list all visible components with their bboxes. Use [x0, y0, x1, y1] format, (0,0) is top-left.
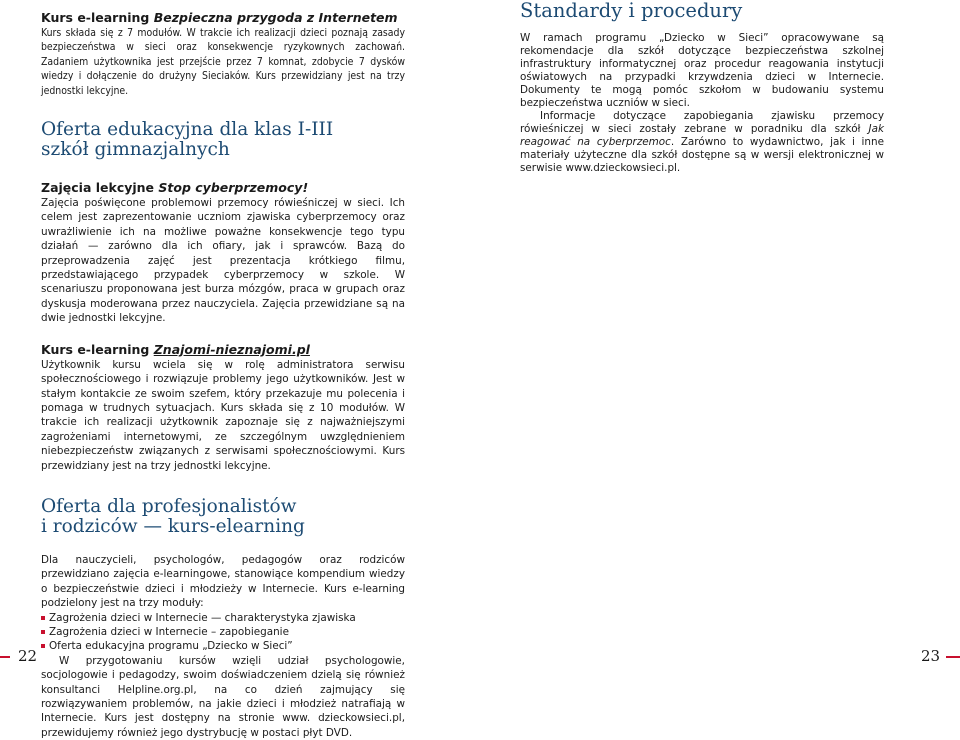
intro-course-section — [41, 10, 405, 98]
right-page — [520, 0, 884, 175]
page-number-right: 23 — [921, 647, 941, 665]
section-gimnazjum-title-line2: szkół gimnazjalnych — [41, 139, 230, 161]
page-number-left: 22 — [18, 647, 38, 665]
section-profesjonalisci-title-line2: i rodziców — kurs-elearning — [41, 515, 305, 537]
list-item: Zagrożenia dzieci w Internecie — charakterystyka zjawiska — [41, 611, 405, 625]
standards-paragraph-2: Informacje dotyczące zapobiegania zjawisku przemocy rówieśniczej w sieci zostały zebrane w poradniku dla szkół Jak reagować na cyberprzemoc. Zarówno to wydawnictwo, jak i inne materiały użyteczne dla szkół dostępne są w wersji elektronicznej w serwisie www.dzieckowsieci.pl. — [520, 110, 884, 174]
footer-accent-line-right — [946, 656, 960, 658]
footer-accent-line-left — [0, 656, 10, 658]
standards-title: Standardy i procedury — [520, 0, 743, 22]
section-profesjonalisci-title-line1: Oferta dla profesjonalistów — [41, 495, 297, 517]
stop-cyberprzemocy-text: Zajęcia poświęcone problemowi przemocy rówieśniczej w sieci. Ich celem jest zaprezentowanie uczniom zjawiska cyberprzemocy oraz uwrażliwienie ich na możliwe poważne konsekwencje tego typu działań — zarówno dla ich ofiary, jak i sprawców. Bazą do przeprowadzenia zajęć jest prezentacja krótkiego filmu, przedstawiającego przypadek cyberprzemocy w szkole. W scenariuszu proponowana jest burza mózgów, praca w grupach oraz dyskusja moderowana przez nauczyciela. Zajęcia przewidziane są na dwie jednostki lekcyjne. — [41, 197, 405, 325]
profesjonalisci-text: Dla nauczycieli, psychologów, pedagogów oraz rodziców przewidziano zajęcia e-learningowe, stanowiące kompendium wiedzy o bezpieczeństwie dzieci i młodzieży w Internecie. Kurs e-learning podzielony jest na trzy moduły: — [41, 553, 405, 610]
section-gimnazjum-title-line1: Oferta edukacyjna dla klas I-III — [41, 119, 334, 141]
section-profesjonalisci — [41, 497, 405, 537]
znajomi-heading: Kurs e-learning Znajomi-nieznajomi.pl — [41, 341, 310, 357]
list-item: Oferta edukacyjna programu „Dziecko w Sieci” — [41, 639, 405, 653]
left-page — [41, 10, 405, 740]
standards-paragraph-1: W ramach programu „Dziecko w Sieci” opracowywane są rekomendacje dla szkół dotyczące bezpieczeństwa szkolnej infrastruktury informatycznej oraz procedur reagowania instytucji oświatowych na przypadki krzywdzenia dzieci w Internecie. Dokumenty te mogą pomóc szkołom w budowaniu systemu bezpieczeństwa uczniów w sieci. — [520, 32, 884, 109]
znajomi-section — [41, 342, 405, 473]
intro-course-heading: Kurs e-learning Bezpieczna przygoda z Internetem — [41, 10, 398, 25]
modules-list — [41, 611, 405, 654]
list-item: Zagrożenia dzieci w Internecie – zapobieganie — [41, 625, 405, 639]
profesjonalisci-content — [41, 553, 405, 740]
intro-course-text: Kurs składa się z 7 modułów. W trakcie ich realizacji dzieci poznają zasady bezpieczeństwa w sieci oraz konsekwencje ryzykownych zachowań. Zadaniem użytkownika jest przejście przez 7 komnat, zdobycie 7 dysków wiedzy i dołączenie do drużyny Sieciaków. Kurs przewidziany jest na trzy jednostki lekcyjne. — [41, 27, 405, 97]
profesjonalisci-text2: W przygotowaniu kursów wzięli udział psychologowie, socjologowie i pedagodzy, swoim doświadczeniem dzielą się również konsultanci Helpline.org.pl, na co dzień zajmujący się rozwiązywaniem problemów, na jakie dzieci i młodzież natrafiają w Internecie. Kurs jest dostępny na stronie www. dzieckowsieci.pl, przewidujemy również jego dystrybucję w postaci płyt DVD. — [41, 654, 405, 739]
stop-cyberprzemocy-heading: Zajęcia lekcyjne Stop cyberprzemocy! — [41, 180, 309, 196]
section-gimnazjum — [41, 120, 405, 160]
stop-cyberprzemocy-section — [41, 180, 405, 326]
znajomi-text: Użytkownik kursu wciela się w rolę administratora serwisu społecznościowego i rozwiązuje problemy jego użytkowników. Jest w stałym kontakcie ze swoim szefem, który przekazuje mu polecenia i pomaga w trudnych sytuacjach. Kurs składa się z 10 modułów. W trakcie ich realizacji użytkownik zapoznaje się z najważniejszymi zagrożeniami internetowymi, ze szczególnym uwzględnieniem niebezpieczeństw związanych z serwisami społecznościowymi. Kurs przewidziany jest na trzy jednostki lekcyjne. — [41, 358, 405, 472]
